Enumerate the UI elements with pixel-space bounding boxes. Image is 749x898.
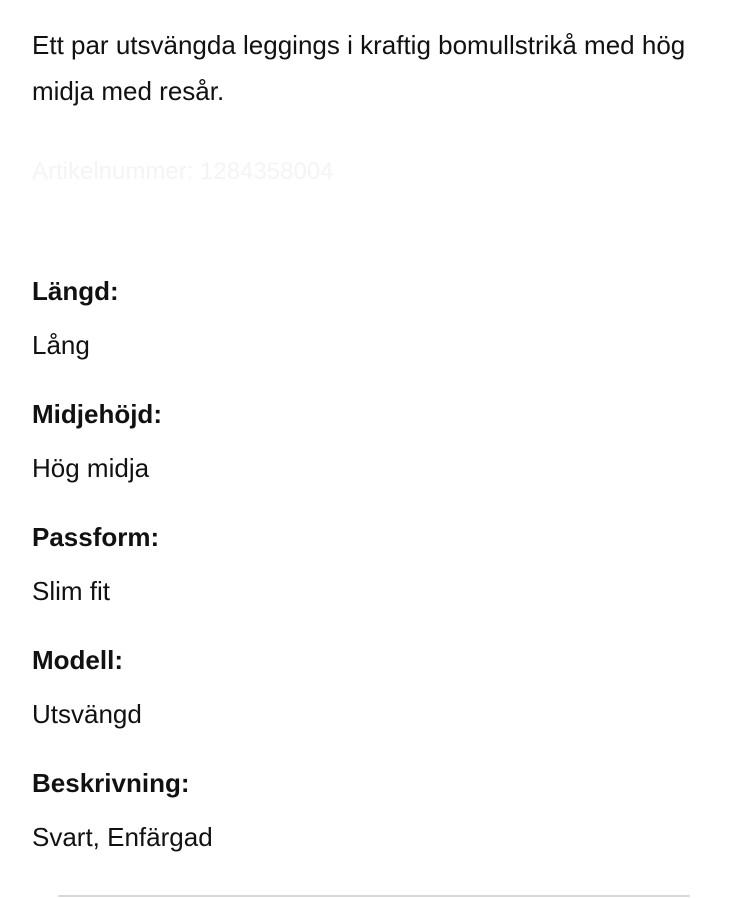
attribute-model [32, 645, 722, 732]
attribute-value: Hög midja [32, 453, 150, 483]
attribute-value: Lång [32, 330, 90, 360]
attribute-value: Slim fit [32, 576, 110, 606]
attribute-length [32, 276, 722, 363]
bottom-divider [58, 895, 690, 897]
product-details [32, 22, 722, 891]
attribute-label: Passform: [32, 522, 160, 552]
attribute-list [32, 276, 722, 855]
attribute-value: Svart, Enfärgad [32, 822, 213, 852]
attribute-label: Modell: [32, 645, 123, 675]
attribute-value: Utsvängd [32, 699, 142, 729]
attribute-label: Beskrivning: [32, 768, 190, 798]
product-description: Ett par utsvängda leggings i kraftig bomullstrikå med hög midja med resår. [32, 30, 686, 106]
attribute-fit [32, 522, 722, 609]
attribute-label: Midjehöjd: [32, 399, 162, 429]
attribute-description [32, 768, 722, 855]
attribute-label: Längd: [32, 276, 119, 306]
attribute-waist-height [32, 399, 722, 486]
article-number: Artikelnummer: 1284358004 [32, 158, 334, 185]
